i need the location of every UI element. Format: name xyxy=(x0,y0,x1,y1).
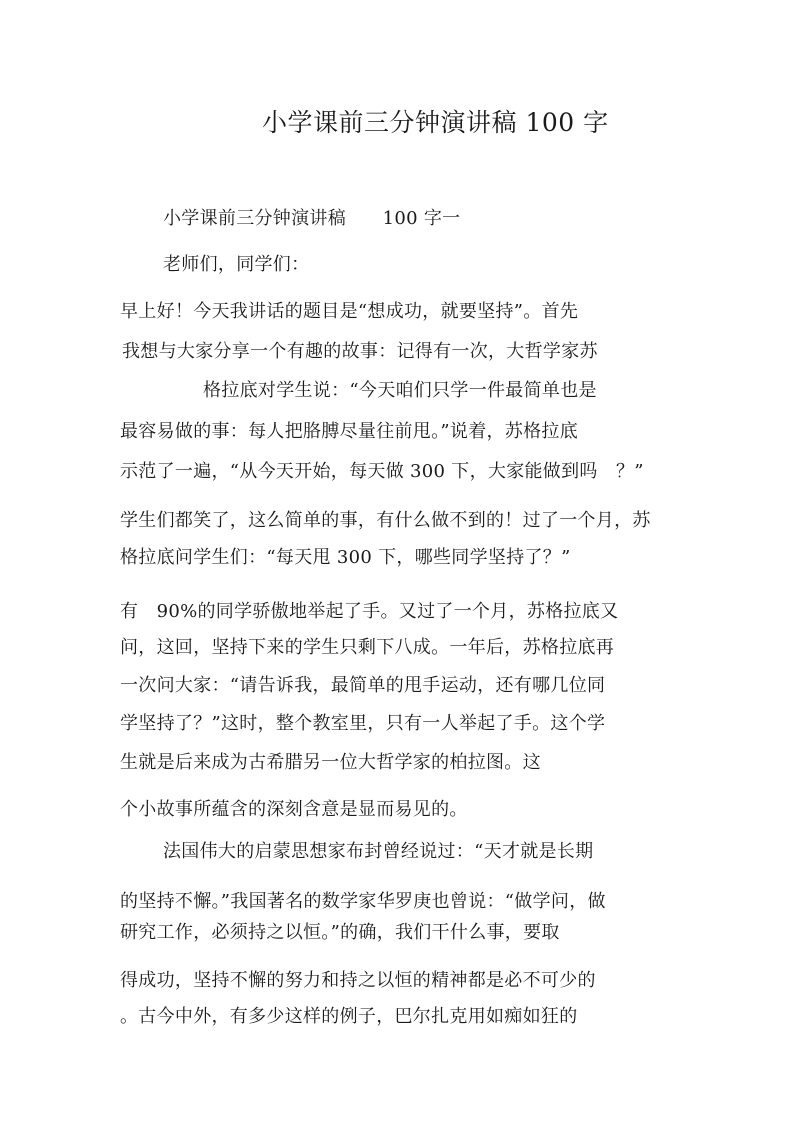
paragraph-line: 老师们，同学们： xyxy=(163,254,310,275)
paragraph-line: 问，这回，坚持下来的学生只剩下八成。一年后，苏格拉底再 xyxy=(120,637,615,658)
paragraph-line: 学生们都笑了，这么简单的事，有什么做不到的！过了一个月，苏 xyxy=(120,510,651,531)
paragraph-line: 格拉底问学生们：“每天甩 300 下，哪些同学坚持了？” xyxy=(120,547,571,568)
paragraph-line: 学坚持了？”这时，整个教室里，只有一人举起了手。这个学 xyxy=(120,713,606,734)
paragraph-line: 最容易做的事：每人把胳膊尽量往前甩。”说着，苏格拉底 xyxy=(120,421,578,442)
paragraph-line: 有 90%的同学骄傲地举起了手。又过了一个月，苏格拉底又 xyxy=(120,601,619,622)
paragraph-line: 。古今中外，有多少这样的例子，巴尔扎克用如痴如狂的 xyxy=(120,1006,578,1027)
paragraph-line: 法国伟大的启蒙思想家布封曾经说过：“天才就是长期 xyxy=(163,841,594,862)
paragraph-line: 早上好！今天我讲话的题目是“想成功，就要坚持”。首先 xyxy=(120,301,579,322)
paragraph-line: 我想与大家分享一个有趣的故事：记得有一次，大哲学家苏 xyxy=(122,341,598,362)
paragraph-line: 生就是后来成为古希腊另一位大哲学家的柏拉图。这 xyxy=(120,752,541,773)
paragraph-line: 得成功，坚持不懈的努力和持之以恒的精神都是必不可少的 xyxy=(120,970,596,991)
document-title: 小学课前三分钟演讲稿 100 字 xyxy=(262,108,609,137)
paragraph-line: 的坚持不懈。”我国著名的数学家华罗庚也曾说：“做学问，做 xyxy=(120,891,606,912)
paragraph-line: 一次问大家：“请告诉我，最简单的甩手运动，还有哪几位同 xyxy=(120,675,606,696)
paragraph-line: 研究工作，必须持之以恒。”的确，我们干什么事，要取 xyxy=(120,922,560,943)
paragraph-line: 小学课前三分钟演讲稿 100 字一 xyxy=(163,208,461,229)
paragraph-line: 示范了一遍，“从今天开始，每天做 300 下，大家能做到吗 ？” xyxy=(120,461,644,482)
paragraph-line: 个小故事所蕴含的深刻含意是显而易见的。 xyxy=(120,799,468,820)
paragraph-line: 格拉底对学生说：“今天咱们只学一件最简单也是 xyxy=(203,380,597,401)
